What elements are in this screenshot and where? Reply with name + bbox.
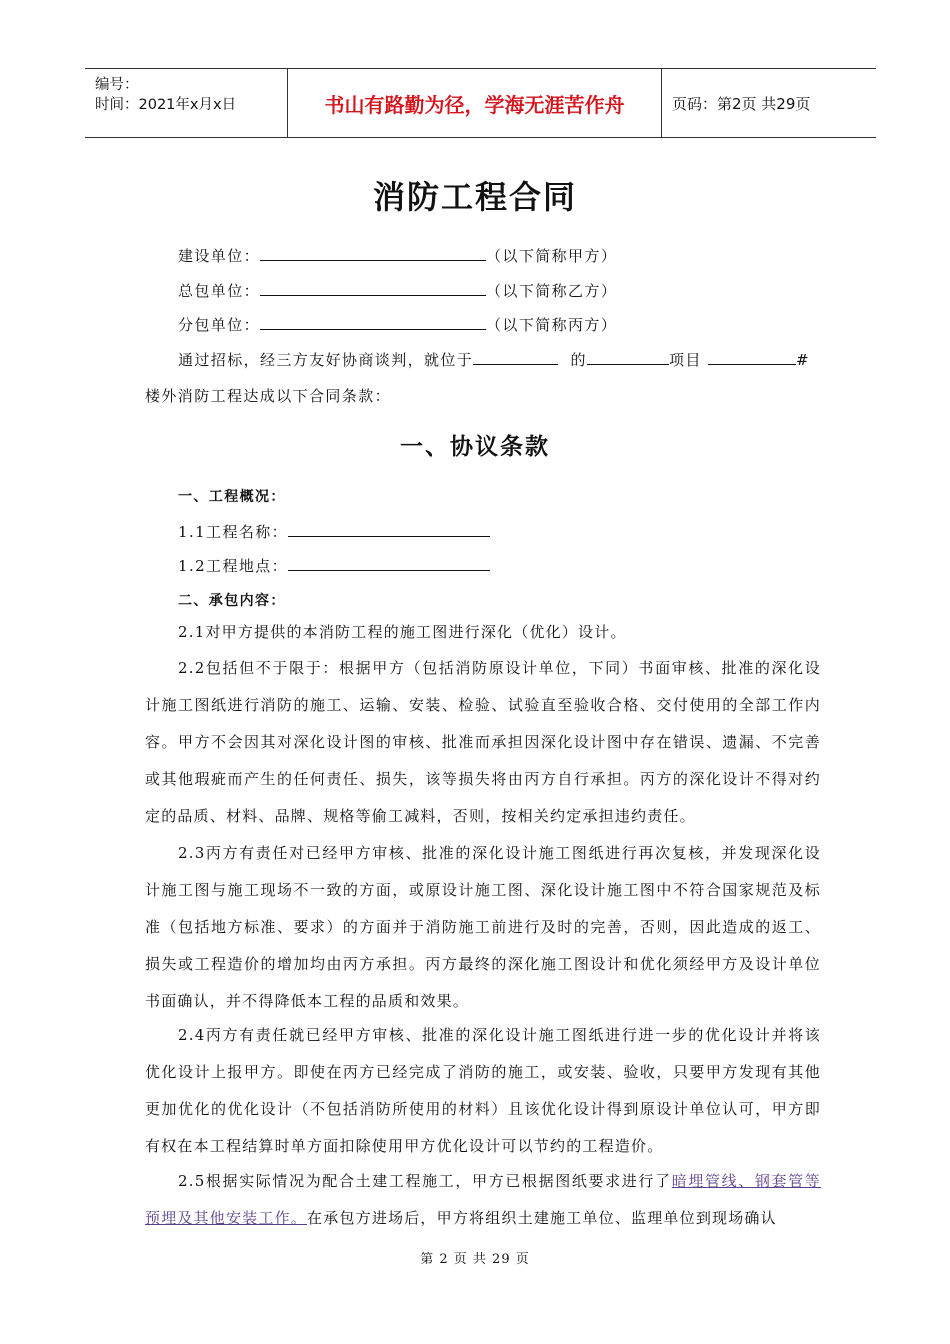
subsection-scope: 二、承包内容：: [178, 593, 286, 609]
intro-text: #: [795, 351, 810, 369]
party-blank[interactable]: [260, 281, 486, 296]
subsection-overview: 一、工程概况：: [178, 489, 286, 505]
intro-line: [178, 349, 810, 370]
section-title: 一、协议条款: [400, 433, 550, 460]
clause-text: 在承包方进场后，甲方将组织土建施工单位、监理单位到现场确认: [307, 1209, 777, 1227]
project-blank[interactable]: [587, 350, 669, 365]
intro-line-2: 楼外消防工程达成以下合同条款：: [145, 387, 392, 405]
party-blank[interactable]: [260, 246, 486, 261]
clause-2-4: 2.4丙方有责任就已经甲方审核、批准的深化设计施工图纸进行进一步的优化设计并将该优化设计上报甲方。即使在丙方已经完成了消防的施工，或安装、验收，只要甲方发现有其他更加优化的优化设计（不包括消防所使用的材料）且该优化设计得到原设计单位认可，甲方即有权在本工程结算时单方面扣除使用甲方优化设计可以节约的工程造价。: [145, 1026, 821, 1155]
header-motto: 书山有路勤为径，学海无涯苦作舟: [288, 69, 662, 137]
location-blank[interactable]: [473, 350, 558, 365]
intro-text: 项目: [668, 351, 702, 369]
project-location-blank[interactable]: [288, 556, 490, 571]
clause-2-3: 2.3丙方有责任对已经甲方审核、批准的深化设计施工图纸进行再次复核，并发现深化设计施工图与施工现场不一致的方面，或原设计施工图、深化设计施工图中不符合国家规范及标准（包括地方标准、要求）的方面并于消防施工前进行及时的完善，否则，因此造成的返工、损失或工程造价的增加均由丙方承担。丙方最终的深化施工图设计和优化须经甲方及设计单位书面确认，并不得降低本工程的品质和效果。: [145, 844, 821, 1010]
item-label: 1.2工程地点：: [178, 557, 289, 575]
party-label: 分包单位：: [178, 316, 261, 334]
item-project-location: [178, 555, 490, 576]
clause-underlined-text: 暗埋管线、钢套管等预埋及其他安装工作。: [145, 1172, 821, 1227]
building-blank[interactable]: [708, 350, 796, 365]
party-line-construction: [178, 245, 617, 266]
party-line-general: [178, 280, 617, 301]
page-footer: 第 2 页 共 29 页: [420, 1252, 530, 1267]
clause-2-1: 2.1对甲方提供的本消防工程的施工图进行深化（优化）设计。: [178, 623, 627, 641]
item-label: 1.1工程名称：: [178, 523, 289, 541]
party-line-sub: [178, 314, 617, 335]
clause-2-2: 2.2包括但不于限于：根据甲方（包括消防原设计单位，下同）书面审核、批准的深化设计施工图纸进行消防的施工、运输、安装、检验、试验直至验收合格、交付使用的全部工作内容。甲方不会因其对深化设计图的审核、批准而承担因深化设计图中存在错误、遗漏、不完善或其他瑕疵而产生的任何责任、损失，该等损失将由丙方自行承担。丙方的深化设计不得对约定的品质、材料、品牌、规格等偷工减料，否则，按相关约定承担违约责任。: [145, 659, 821, 825]
header-meta-cell: [85, 69, 288, 137]
document-number-label: 编号：: [95, 77, 139, 93]
party-blank[interactable]: [260, 315, 486, 330]
party-note: （以下简称乙方）: [486, 282, 618, 300]
intro-text: 通过招标，经三方友好协商谈判，就位于: [178, 351, 474, 369]
clause-text: 2.5根据实际情况为配合土建工程施工，甲方已根据图纸要求进行了: [178, 1172, 672, 1190]
party-label: 建设单位：: [178, 247, 261, 265]
party-label: 总包单位：: [178, 282, 261, 300]
document-time-label: 时间：2021年x月x日: [95, 97, 237, 113]
clause-2-5: [145, 1163, 821, 1237]
item-project-name: [178, 521, 490, 542]
party-note: （以下简称甲方）: [486, 247, 618, 265]
header-page-code: 页码：第2页 共29页: [672, 94, 811, 113]
document-header: [85, 68, 876, 138]
project-name-blank[interactable]: [288, 522, 490, 537]
intro-text: 的: [570, 351, 587, 369]
document-title: 消防工程合同: [372, 178, 577, 216]
party-note: （以下简称丙方）: [486, 316, 618, 334]
